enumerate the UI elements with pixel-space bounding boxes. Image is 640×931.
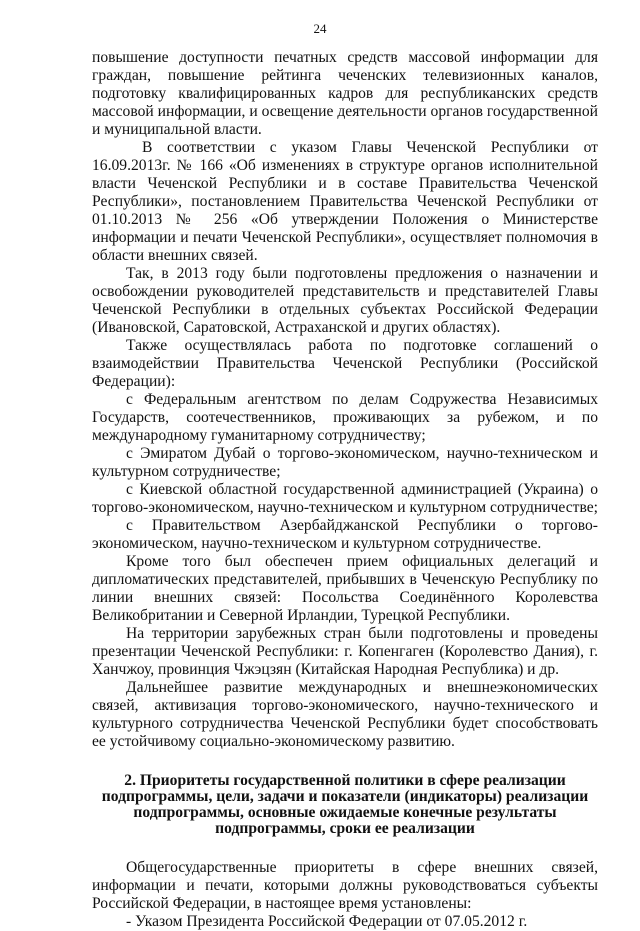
paragraph: Кроме того был обеспечен прием официальных делегаций и дипломатических представителей, прибывших в Чеченскую Республику по линии внешних связей: Посольства Соединённого Королевства Великобритании и Северной Ирландии, Турецкой Республики.	[92, 553, 598, 624]
heading-line: подпрограммы, основные ожидаемые конечные результаты	[133, 804, 557, 821]
paragraph: с Правительством Азербайджанской Республики о торгово-экономическом, научно-техническом и культурном сотрудничестве.	[92, 517, 598, 552]
paragraph: Общегосударственные приоритеты в сфере внешних связей, информации и печати, которыми должны руководствоваться субъекты Российской Федерации, в настоящее время установлены:	[92, 859, 598, 912]
document-body	[92, 49, 598, 931]
paragraph: В соответствии с указом Главы Чеченской Республики от 16.09.2013г. № 166 «Об изменениях в структуре органов исполнительной власти Чеченской Республики и в составе Правительства Чеченской Республики», постановлением Правительства Чеченской Республики от 01.10.2013 № 256 «Об утверждении Положения о Министерстве информации и печати Чеченской Республики», осуществляет полномочия в области внешних связей.	[92, 139, 598, 264]
paragraph: с Киевской областной государственной администрацией (Украина) о торгово-экономическом, научно-техническом и культурном сотрудничестве;	[92, 481, 598, 516]
paragraph: - Указом Президента Российской Федерации от 07.05.2012 г.	[126, 913, 528, 930]
section-heading	[92, 773, 598, 837]
paragraph: Также осуществлялась работа по подготовке соглашений о взаимодействии Правительства Чеченской Республики (Российской Федерации):	[92, 337, 598, 390]
heading-line: подпрограммы, цели, задачи и показатели (индикаторы) реализации	[101, 788, 589, 805]
paragraph: Дальнейшее развитие международных и внешнеэкономических связей, активизация торгово-экономического, научно-технического и культурного сотрудничества Чеченской Республики будет способствовать ее устойчивому социально-экономическому развитию.	[92, 679, 598, 750]
paragraph: повышение доступности печатных средств массовой информации для граждан, повышение рейтинга чеченских телевизионных каналов, подготовку квалифицированных кадров для республиканских средств массовой информации, и освещение деятельности органов государственной и муниципальной власти.	[92, 49, 598, 138]
paragraph: Так, в 2013 году были подготовлены предложения о назначении и освобождении руководителей представительств и представителей Главы Чеченской Республики в отдельных субъектах Российской Федерации (Ивановской, Саратовской, Астраханской и других областях).	[92, 265, 598, 336]
section-priorities	[92, 859, 598, 931]
heading-line: подпрограммы, сроки ее реализации	[215, 820, 475, 837]
paragraph: На территории зарубежных стран были подготовлены и проведены презентации Чеченской Республики: г. Копенгаген (Королевство Дания), г. Ханчжоу, провинция Чжэцзян (Китайская Народная Республика) и др.	[92, 625, 598, 678]
page-number: 24	[313, 21, 327, 36]
section-intro	[92, 49, 598, 751]
heading-line: 2. Приоритеты государственной политики в сфере реализации	[124, 772, 566, 789]
paragraph: с Эмиратом Дубай о торгово-экономическом, научно-техническом и культурном сотрудничестве;	[92, 445, 598, 480]
paragraph: с Федеральным агентством по делам Содружества Независимых Государств, соотечественников, проживающих за рубежом, и по международному гуманитарному сотрудничеству;	[92, 391, 598, 444]
